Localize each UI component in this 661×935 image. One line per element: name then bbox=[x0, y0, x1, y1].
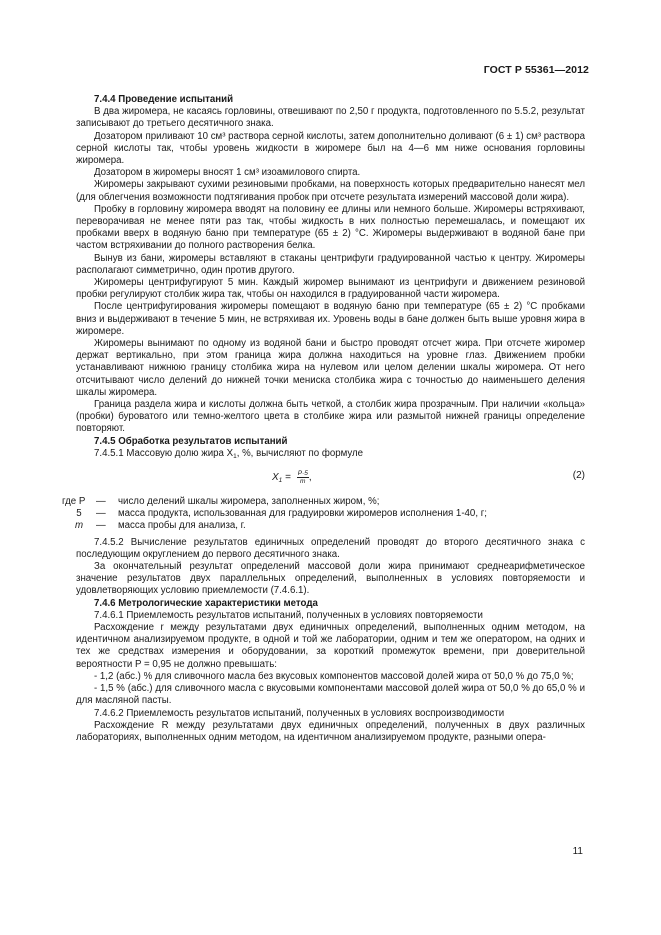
paragraph: Расхождение r между результатами двух единичных определений, выполненных одним методом, на идентичном анализируемом продукте, в одной и той же лаборатории, одним и тем же оператором, на одних и тех же средствах измерения и оборудовании, за короткий промежуток времени, при доверительной вероятности P = 0,95 не должно превышать: bbox=[76, 622, 585, 670]
paragraph-7-4-5-1: 7.4.5.1 Массовую долю жира $X_1$, %, вычисляют по формуле bbox=[94, 447, 364, 460]
paragraph: За окончательный результат определений массовой доли жира принимают среднеарифметическое значение результатов двух параллельных определений, выполненных в условиях повторяемости и удовлетворяющих условию приемлемости (7.4.6.1). bbox=[76, 561, 585, 597]
formula-2 bbox=[76, 466, 585, 492]
page-number: 11 bbox=[572, 846, 583, 857]
section-heading-7-4-4: 7.4.4 Проведение испытаний bbox=[94, 94, 234, 105]
document-body bbox=[62, 94, 585, 744]
legend-row: m — масса пробы для анализа, г. bbox=[74, 520, 246, 532]
section-heading-7-4-5: 7.4.5 Обработка результатов испытаний bbox=[94, 435, 288, 447]
paragraph: Пробку в горловину жиромера вводят на половину ее длины или немного больше. Жиромеры встряхивают, переворачивая не менее пяти раз так, чтобы жидкость в них полностью перемешалась, и помещают их пробками вверх в водяную баню при температуре (65 ± 2) °С. Жиромеры выдерживают в водяной бане при частом встряхивании до полного растворения белка. bbox=[76, 203, 585, 252]
legend-row: где P — число делений шкалы жиромера, заполненных жиром, %; bbox=[62, 496, 380, 508]
section-heading-7-4-6: 7.4.6 Метрологические характеристики метода bbox=[94, 597, 318, 609]
paragraph-7-4-5-2: 7.4.5.2 Вычисление результатов единичных определений проводят до второго десятичного знака с последующим округлением до первого десятичного знака. bbox=[76, 536, 585, 560]
standard-code: ГОСТ Р 55361—2012 bbox=[483, 64, 589, 76]
paragraph-7-4-6-2: 7.4.6.2 Приемлемость результатов испытаний, полученных в условиях воспроизводимости bbox=[94, 707, 505, 719]
paragraph: - 1,2 (абс.) % для сливочного масла без вкусовых компонентов массовой долей жира от 50,0 % до 75,0 %; bbox=[94, 670, 574, 682]
legend-row: 5 — масса продукта, использованная для градуировки жиромеров исполнения 1-40, г; bbox=[76, 508, 487, 520]
paragraph: Граница раздела жира и кислоты должна быть четкой, а столбик жира прозрачным. При наличии «кольца» (пробки) буроватого или темно-желтого цвета в столбике жира или размытой нижней границы определение повторяют. bbox=[76, 399, 585, 435]
formula-expression: $X_1$ = $\frac{P\cdot 5}{m}$ , bbox=[272, 470, 312, 486]
paragraph: Вынув из бани, жиромеры вставляют в стаканы центрифуги градуированной частью к центру. Жиромеры располагают симметрично, один против другого. bbox=[76, 252, 585, 276]
paragraph: Дозатором приливают 10 см³ раствора серной кислоты, затем дополнительно доливают (6 ± 1) см³ раствора серной кислоты так, чтобы уровень жидкости в жиромере был на 4—6 мм ниже основания горловины жиромера. bbox=[76, 130, 585, 167]
paragraph: Жиромеры закрывают сухими резиновыми пробками, на поверхность которых предварительно нанесят мел (для облегчения возможности подтягивания пробок при отсчете результата измерений массовой доли жира). bbox=[76, 179, 585, 203]
paragraph: В два жиромера, не касаясь горловины, отвешивают по 2,50 г продукта, подготовленного по 5.5.2, результат записывают до третьего десятичного знака. bbox=[76, 106, 585, 130]
paragraph: Расхождение R между результатами двух единичных определений, полученных в двух различных лабораториях, выполненных одним методом, на идентичном анализируемом продукте, разными опера- bbox=[76, 719, 585, 743]
paragraph: Жиромеры вынимают по одному из водяной бани и быстро проводят отсчет жира. При отсчете жиромер держат вертикально, при этом граница жира должна находиться на уровне глаз. Движением пробки устанавливают нижнюю границу столбика жира на нулевом или целом делении шкалы жиромера. От него отсчитывают число делений до нижней точки мениска столбика жира с точностью до наименьшего деления шкалы жиромера. bbox=[76, 338, 585, 398]
formula-legend bbox=[62, 496, 585, 533]
paragraph: - 1,5 % (абс.) для сливочного масла с вкусовыми компонентами массовой долей жира от 50,0 % до 65,0 % и для масляной пасты. bbox=[76, 683, 585, 707]
paragraph: Жиромеры центрифугируют 5 мин. Каждый жиромер вынимают из центрифуги и движением резиновой пробки регулируют столбик жира так, чтобы он находился в градуированной части жиромера. bbox=[76, 277, 585, 301]
formula-number: (2) bbox=[572, 470, 585, 482]
paragraph: Дозатором в жиромеры вносят 1 см³ изоамилового спирта. bbox=[94, 167, 361, 179]
paragraph: После центрифугирования жиромеры помещают в водяную баню при температуре (65 ± 2) °С пробками вниз и выдерживают в течение 5 мин, не встряхивая их. Уровень воды в бане должен быть выше уровня жира в жиромере. bbox=[76, 301, 585, 337]
paragraph-7-4-6-1: 7.4.6.1 Приемлемость результатов испытаний, полученных в условиях повторяемости bbox=[94, 609, 483, 621]
fraction: $\frac{P\cdot 5}{m}$ bbox=[297, 470, 308, 486]
